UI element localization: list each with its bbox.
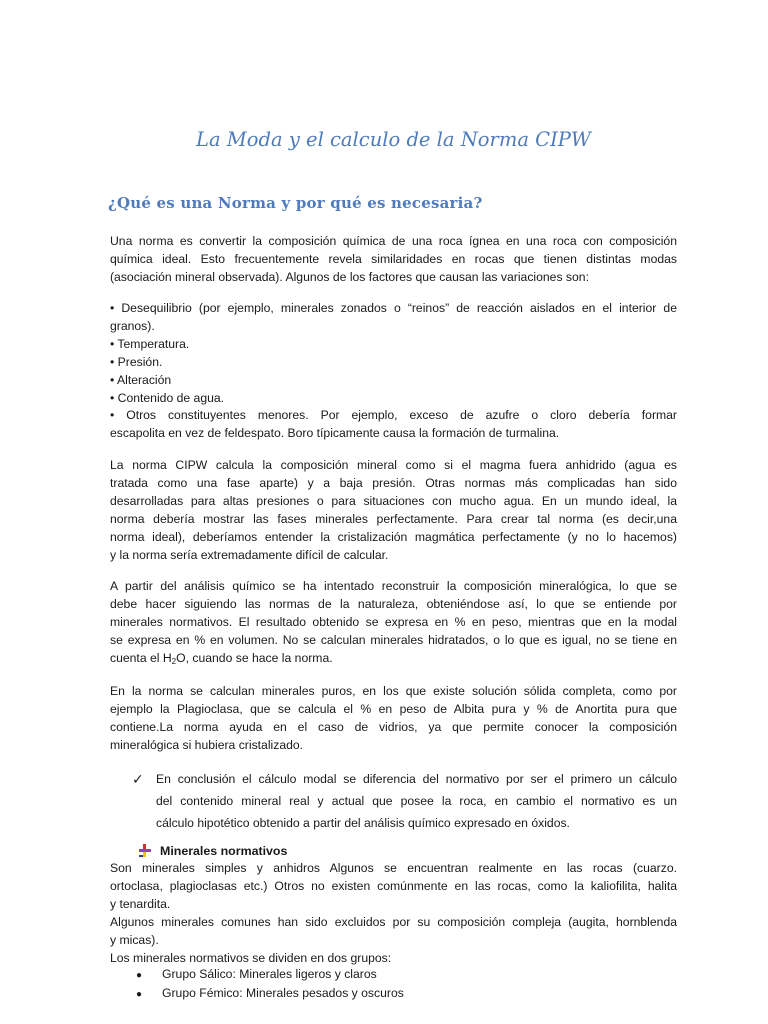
analisis-line: debe hacer siguiendo las normas de la naturaleza, obteniéndose así, lo que se entiende por	[110, 596, 677, 611]
colored-pointer-icon	[138, 844, 152, 858]
cipw-line: norma ideal), deberíamos entender la cristalización magmática perfectamente (y no lo hacemos)	[110, 529, 677, 544]
puros-line: mineralógica si hubiera cristalizado.	[110, 737, 304, 752]
normativos-line: Son minerales simples y anhidros Algunos se encuentran realmente en las rocas (cuarzo.	[110, 861, 677, 875]
factors-list	[110, 300, 677, 443]
factor-item: • Otros constituyentes menores. Por ejemplo, exceso de azufre o cloro debería formar	[110, 408, 677, 423]
cipw-line: norma debería mostrar las fases minerales perfectamente. Para crear tal norma (es decir,una	[110, 511, 677, 526]
puros-line: contiene.La norma ayuda en el caso de vidrios, ya que permite conocer la composición	[110, 719, 677, 734]
factor-item-cont: escapolita en vez de feldespato. Boro típicamente causa la formación de turmalina.	[110, 426, 560, 441]
intro-line: química ideal. Esto frecuentemente revela similaridades en rocas que tienen distintas modas	[110, 251, 677, 266]
sub-heading: Minerales normativos	[160, 844, 288, 858]
conclusion-item	[132, 768, 677, 834]
intro-line: (asociación mineral observada). Algunos de los factores que causan las variaciones son:	[110, 269, 589, 284]
cipw-paragraph	[110, 457, 677, 564]
grupo-label: Grupo Sálico: Minerales ligeros y claros	[162, 967, 377, 981]
intro-line: Una norma es convertir la composición química de una roca ígnea en una roca con composición	[110, 234, 677, 248]
document-title: La Moda y el calculo de la Norma CIPW	[196, 128, 591, 151]
normativos-line: ortoclasa, plagioclasas etc.) Otros no existen comúnmente en las rocas, como la kaliofilita, halita	[110, 878, 677, 893]
cipw-line: tratada como una fase aparte) y a baja presión. Otras normas más complicadas han sido	[110, 475, 677, 490]
bullet-icon: ●	[136, 970, 143, 981]
normativos-line: Algunos minerales comunes han sido excluidos por su composición compleja (augita, hornblenda	[110, 914, 677, 929]
grupos-intro: Los minerales normativos se dividen en dos grupos:	[110, 950, 392, 965]
analisis-last-line: cuenta el $H_2O$, cuando se hace la norma.	[110, 650, 333, 666]
conclusion-text: En conclusión el cálculo modal se diferencia del normativo por ser el primero un cálculo del contenido mineral real y actual que posee la roca, en cambio el normativo es un cálculo hipotético obtenido a partir del análisis químico expresado en óxidos.	[156, 772, 677, 830]
factor-item: • Presión.	[110, 354, 163, 369]
grupo-label: Grupo Fémico: Minerales pesados y oscuros	[162, 986, 404, 1000]
intro-paragraph	[110, 233, 677, 287]
checkmark-icon: ✓	[132, 771, 144, 787]
puros-paragraph	[110, 683, 677, 755]
factor-item: • Temperatura.	[110, 336, 190, 351]
factor-item: • Alteración	[110, 372, 172, 387]
analisis-line: minerales normativos. El resultado obtenido se expresa en % en peso, mientras que en la modal	[110, 614, 677, 629]
cipw-line: y la norma sería extremadamente difícil de calcular.	[110, 547, 389, 562]
analisis-paragraph	[110, 578, 677, 668]
bullet-icon: ●	[136, 989, 143, 1000]
normativos-line: y tenardita.	[110, 896, 171, 911]
grupo-item	[136, 965, 377, 985]
factor-item: • Contenido de agua.	[110, 390, 225, 405]
cipw-line: La norma CIPW calcula la composición mineral como si el magma fuera anhidrido (agua es	[110, 458, 677, 472]
section-heading: ¿Qué es una Norma y por qué es necesaria?	[108, 194, 483, 212]
factor-item-cont: granos).	[110, 318, 155, 333]
analisis-line: A partir del análisis químico se ha intentado reconstruir la composición mineralógica, lo que se	[110, 579, 677, 593]
cipw-line: desarrolladas para altas presiones o para situaciones con mucho agua. En un mundo ideal, la	[110, 493, 677, 508]
puros-line: En la norma se calculan minerales puros, en los que existe solución sólida completa, como por	[110, 684, 677, 698]
normativos-line: y micas).	[110, 932, 159, 947]
normativos-paragraph	[110, 860, 677, 967]
factor-item: • Desequilibrio (por ejemplo, minerales zonados o “reinos” de reacción aislados en el interior de	[110, 301, 677, 315]
puros-line: ejemplo la Plagioclasa, que se calcula el % en peso de Albita pura y % de Anortita pura que	[110, 701, 677, 716]
analisis-line: se expresa en % en volumen. No se calculan minerales hidratados, o lo que es igual, no se tiene en	[110, 632, 677, 647]
grupo-item	[136, 984, 404, 1004]
